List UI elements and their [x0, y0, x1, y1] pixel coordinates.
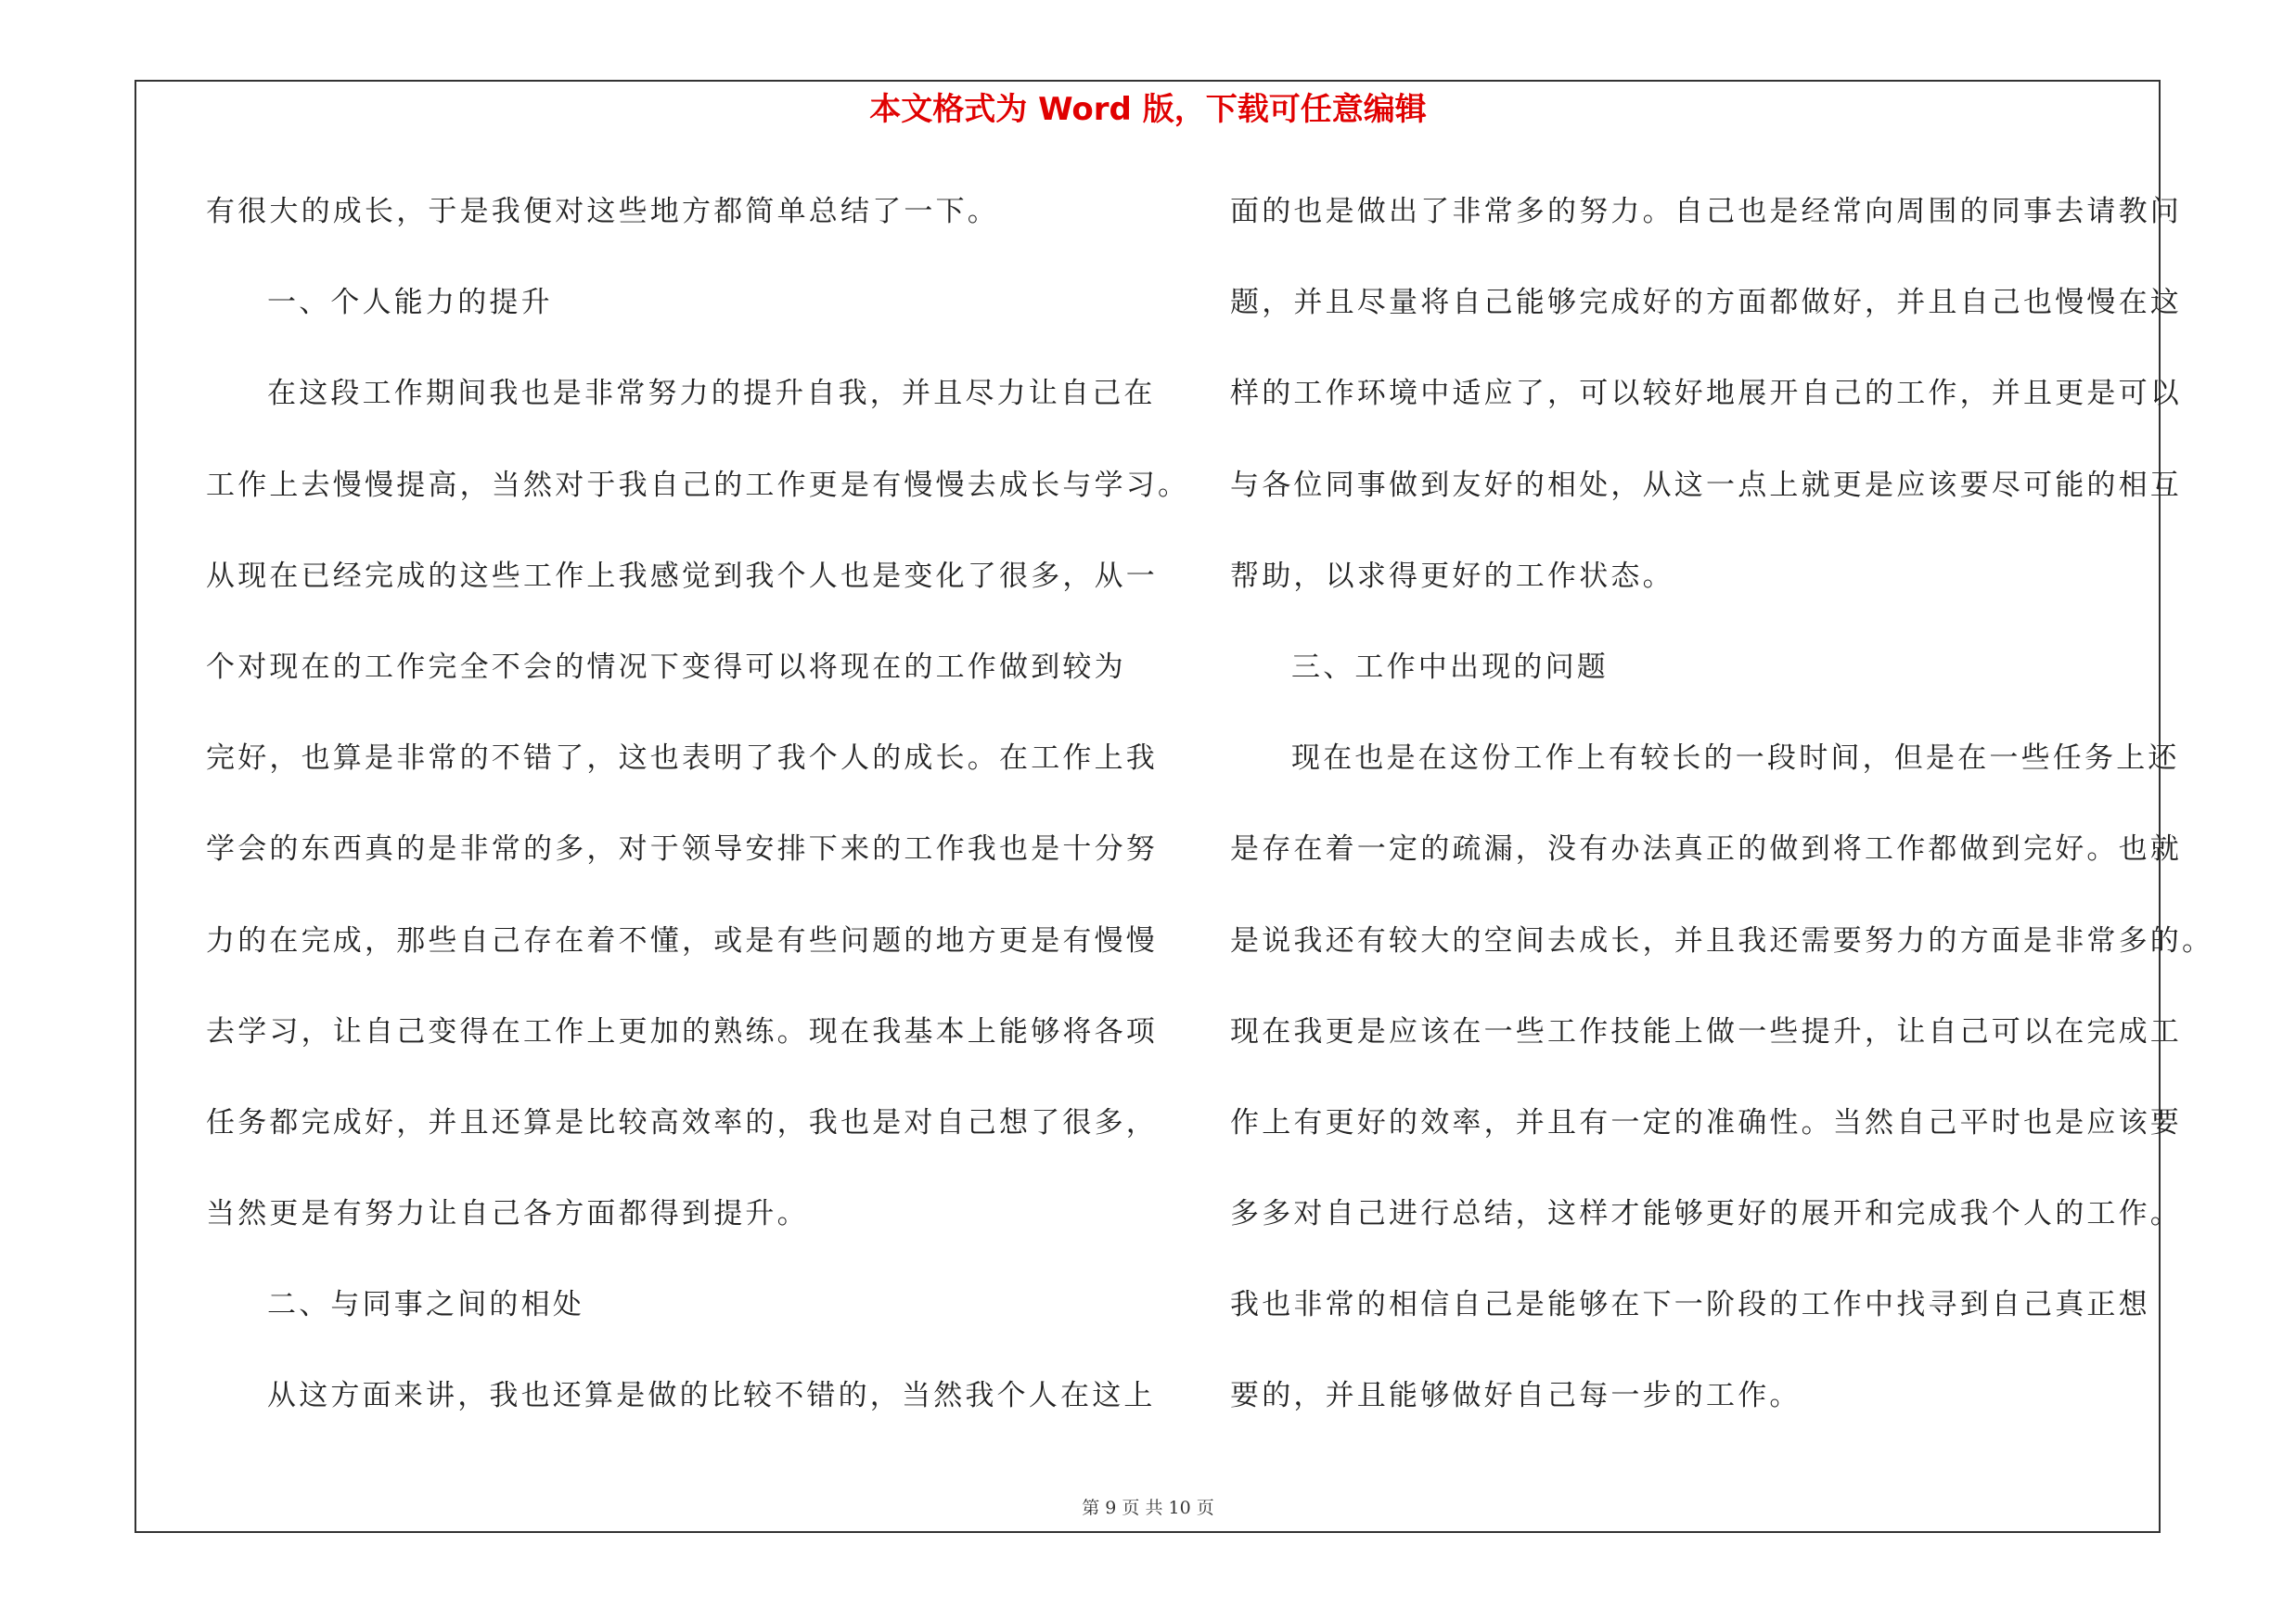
paragraph-line: 现在也是在这份工作上有较长的一段时间，但是在一些任务上还 — [1291, 741, 2180, 776]
paragraph-line: 去学习，让自己变得在工作上更加的熟练。现在我基本上能够将各项 — [206, 1014, 1158, 1049]
left-column — [206, 181, 1190, 1457]
paragraph-line: 现在我更是应该在一些工作技能上做一些提升，让自己可以在完成工 — [1230, 1014, 2182, 1049]
paragraph-line: 二、与同事之间的相处 — [267, 1288, 584, 1322]
right-column — [1230, 181, 2214, 1457]
paragraph-line: 学会的东西真的是非常的多，对于领导安排下来的工作我也是十分努 — [206, 832, 1158, 867]
paragraph-line: 要的，并且能够做好自己每一步的工作。 — [1230, 1379, 1802, 1413]
paragraph-line: 从现在已经完成的这些工作上我感觉到我个人也是变化了很多，从一 — [206, 559, 1158, 593]
paragraph-line: 作上有更好的效率，并且有一定的准确性。当然自己平时也是应该要 — [1230, 1105, 2182, 1140]
paragraph-line: 是存在着一定的疏漏，没有办法真正的做到将工作都做到完好。也就 — [1230, 832, 2182, 867]
paragraph-line: 面的也是做出了非常多的努力。自己也是经常向周围的同事去请教问 — [1230, 195, 2182, 228]
format-banner: 本文格式为 Word 版，下载可任意编辑 — [869, 91, 1427, 128]
paragraph-line: 工作上去慢慢提高，当然对于我自己的工作更是有慢慢去成长与学习。 — [206, 468, 1190, 502]
paragraph-line: 任务都完成好，并且还算是比较高效率的，我也是对自己想了很多， — [206, 1105, 1158, 1140]
paragraph-line: 有很大的成长，于是我便对这些地方都简单总结了一下。 — [206, 195, 999, 228]
paragraph-line: 三、工作中出现的问题 — [1291, 650, 1609, 684]
paragraph-line: 在这段工作期间我也是非常努力的提升自我，并且尽力让自己在 — [267, 377, 1156, 411]
paragraph-line: 是说我还有较大的空间去成长，并且我还需要努力的方面是非常多的。 — [1230, 923, 2214, 958]
paragraph-line: 多多对自己进行总结，这样才能够更好的展开和完成我个人的工作。 — [1230, 1197, 2182, 1231]
paragraph-line: 当然更是有努力让自己各方面都得到提升。 — [206, 1197, 809, 1231]
paragraph-line: 帮助，以求得更好的工作状态。 — [1230, 559, 1674, 593]
page-number-footer: 第 9 页 共 10 页 — [1082, 1498, 1214, 1518]
paragraph-line: 题，并且尽量将自己能够完成好的方面都做好，并且自己也慢慢在这 — [1230, 286, 2182, 320]
paragraph-line: 力的在完成，那些自己存在着不懂，或是有些问题的地方更是有慢慢 — [206, 923, 1158, 958]
paragraph-line: 个对现在的工作完全不会的情况下变得可以将现在的工作做到较为 — [206, 650, 1126, 684]
paragraph-line: 从这方面来讲，我也还算是做的比较不错的，当然我个人在这上 — [267, 1379, 1156, 1413]
paragraph-line: 与各位同事做到友好的相处，从这一点上就更是应该要尽可能的相互 — [1230, 468, 2182, 502]
paragraph-line: 样的工作环境中适应了，可以较好地展开自己的工作，并且更是可以 — [1230, 377, 2182, 411]
paragraph-line: 完好，也算是非常的不错了，这也表明了我个人的成长。在工作上我 — [206, 741, 1158, 776]
paragraph-line: 我也非常的相信自己是能够在下一阶段的工作中找寻到自己真正想 — [1230, 1288, 2150, 1322]
paragraph-line: 一、个人能力的提升 — [267, 286, 553, 320]
